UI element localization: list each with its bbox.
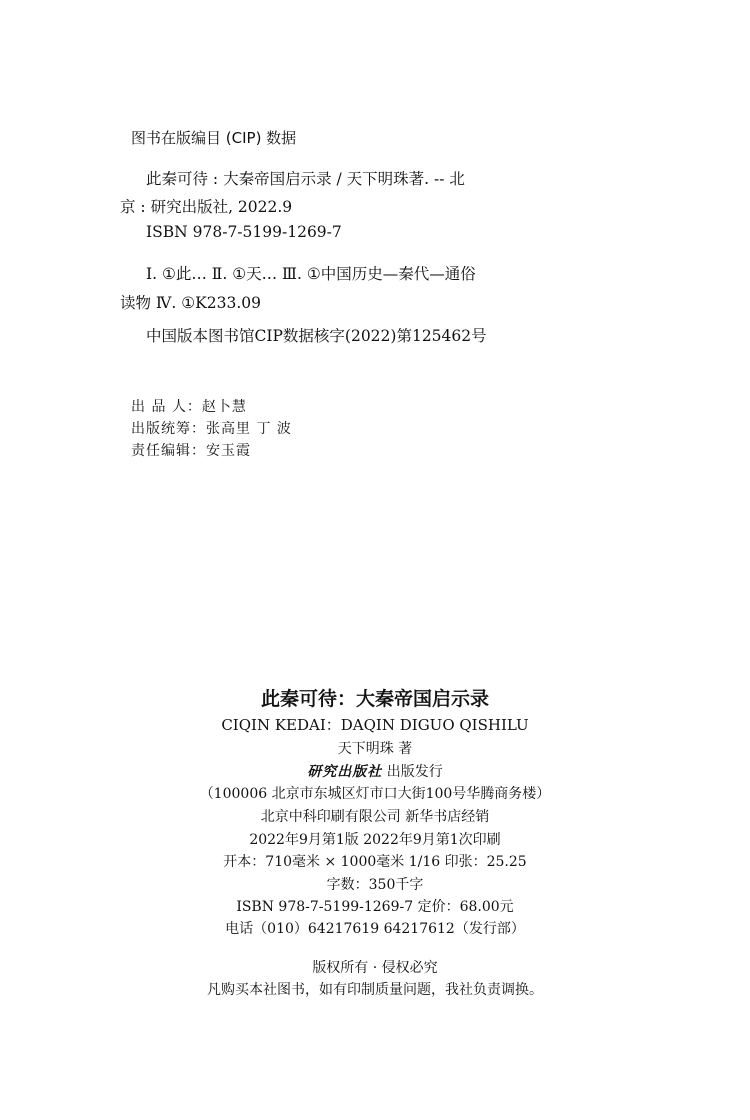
publisher-address: （100006 北京市东城区灯市口大街100号华腾商务楼） bbox=[199, 786, 551, 802]
cip-heading: 图书在版编目 (CIP) 数据 bbox=[131, 129, 297, 147]
publisher-logo: 研究出版社 bbox=[307, 764, 383, 780]
edition-line: 2022年9月第1版 2022年9月第1次印刷 bbox=[249, 832, 501, 848]
cip-classification-line-2: 读物 Ⅳ. ①K233.09 bbox=[120, 294, 261, 312]
cip-classification-line: Ⅰ. ①此… Ⅱ. ①天… Ⅲ. ①中国历史—秦代—通俗 bbox=[146, 265, 476, 283]
copyright-notice: 版权所有 · 侵权必究 bbox=[312, 960, 438, 976]
publisher-line bbox=[0, 761, 750, 781]
word-count: 字数：350千字 bbox=[326, 877, 424, 893]
author-line: 天下明珠 著 bbox=[337, 741, 413, 757]
phone-line: 电话（010）64217619 64217612（发行部） bbox=[225, 921, 525, 937]
credit-producer: 出 品 人：赵卜慧 bbox=[131, 399, 247, 415]
book-title-pinyin: CIQIN KEDAI：DAQIN DIGUO QISHILU bbox=[221, 716, 529, 734]
credit-editor: 责任编辑：安玉霞 bbox=[131, 443, 251, 459]
printer-line: 北京中科印刷有限公司 新华书店经销 bbox=[260, 809, 490, 825]
quality-notice: 凡购买本社图书，如有印制质量问题，我社负责调换。 bbox=[207, 982, 543, 998]
cip-publisher-line: 京 : 研究出版社, 2022.9 bbox=[120, 198, 293, 216]
format-line: 开本：710毫米 × 1000毫米 1/16 印张：25.25 bbox=[223, 854, 527, 870]
credit-coordinator: 出版统筹：张高里 丁 波 bbox=[131, 421, 292, 437]
isbn-price: ISBN 978-7-5199-1269-7 定价：68.00元 bbox=[236, 899, 514, 915]
book-title: 此秦可待：大秦帝国启示录 bbox=[260, 688, 489, 710]
cip-record-number: 中国版本图书馆CIP数据核字(2022)第125462号 bbox=[146, 327, 487, 345]
cip-isbn: ISBN 978-7-5199-1269-7 bbox=[146, 223, 342, 241]
cip-title-line: 此秦可待 : 大秦帝国启示录 / 天下明珠著. -- 北 bbox=[146, 170, 465, 188]
publisher-suffix: 出版发行 bbox=[382, 764, 443, 780]
